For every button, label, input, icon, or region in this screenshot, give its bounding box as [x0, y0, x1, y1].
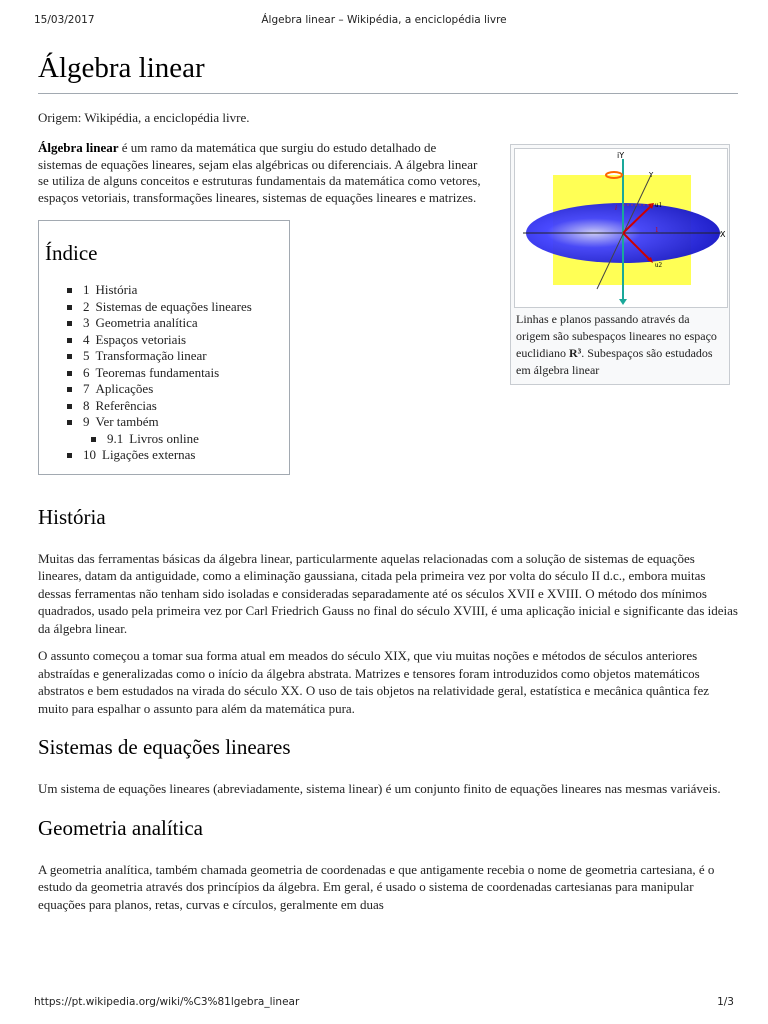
- vertical-axis-arrow: [619, 299, 627, 305]
- toc-item[interactable]: [67, 332, 289, 349]
- toc-item[interactable]: [67, 447, 289, 464]
- toc-link[interactable]: História: [95, 282, 138, 297]
- toc-link[interactable]: Transformação linear: [95, 348, 207, 363]
- historia-paragraph-1: Muitas das ferramentas básicas da álgebra linear, particularmente aquelas relacionadas com a solução de sistemas de equações lineares, datam da antiguidade, como a eliminação gaussiana, citada pela primeira vez por volta do século II d.c., embora muitas dessas ferramentas não tenham sido isoladas e consideradas separadamente até os séculos XVII e XVIII. O método dos mínimos quadrados, usado pela primeira vez por Carl Friedrich Gauss no final do século XVIII, é uma aplicação inicial e significante das ideias da álgebra linear.: [38, 550, 738, 636]
- print-document-title: Álgebra linear – Wikipédia, a enciclopédia livre: [261, 14, 507, 26]
- print-header: [34, 14, 734, 30]
- toc-number: 8: [83, 397, 90, 413]
- toc-link[interactable]: Livros online: [129, 430, 199, 446]
- toc-link[interactable]: Ver também: [95, 414, 159, 429]
- section-title-historia: História: [38, 504, 106, 529]
- toc-number: 3: [83, 315, 90, 330]
- toc-item[interactable]: [67, 299, 289, 316]
- toc-link[interactable]: Teoremas fundamentais: [95, 364, 220, 380]
- figure-thumbnail: [510, 144, 730, 385]
- toc-number: 2: [83, 298, 90, 314]
- print-footer: [34, 996, 734, 1012]
- toc-link[interactable]: Aplicações: [95, 381, 154, 396]
- toc-subitem-entry[interactable]: [91, 431, 289, 448]
- toc-number: 10: [83, 447, 96, 462]
- section-title-geometria: Geometria analítica: [38, 815, 203, 840]
- toc-number: 6: [83, 364, 90, 380]
- intro-section: [38, 140, 738, 475]
- toc-subitem[interactable]: [67, 431, 289, 448]
- label-u2: u2: [655, 261, 662, 269]
- linear-subspaces-diagram: [515, 149, 727, 307]
- print-url: https://pt.wikipedia.org/wiki/%C3%81lgebra_linear: [34, 996, 300, 1008]
- intro-bold-term: Álgebra linear: [38, 140, 119, 155]
- toc-link[interactable]: Geometria analítica: [95, 315, 198, 330]
- historia-paragraph-2: O assunto começou a tomar sua forma atual em meados do século XIX, que viu muitas noções e métodos de séculos anteriores abstraídas e generalizadas como o início da álgebra abstrata. Matrizes e tensores foram introduzidos como objetos matemáticos abstratos e bem estudados na virada do século XX. O uso de tais objetos na relatividade geral, estatística e mecânica quântica fez muito para espalhar o assunto para além da matemática pura.: [38, 648, 710, 716]
- toc-link[interactable]: Referências: [95, 397, 157, 413]
- page-title: Álgebra linear: [38, 48, 738, 94]
- caption-r3: R³: [568, 346, 582, 360]
- intro-paragraph: [38, 140, 483, 206]
- caption-text-end: . Subespaços são estudados em álgebra linear: [516, 346, 713, 377]
- print-date: 15/03/2017: [34, 14, 95, 26]
- toc-number: 4: [83, 331, 90, 347]
- toc-title: Índice: [45, 241, 98, 265]
- geometria-paragraph-1: A geometria analítica, também chamada geometria de coordenadas e que antigamente recebia o nome de geometria cartesiana, é o estudo da geometria através dos princípios da álgebra. Em geral, é usado o sistema de coordenadas cartesianas para manipular equações para planos, retas, curvas e círculos, geralmente em duas: [38, 861, 715, 912]
- vertical-axis-label: iY: [617, 151, 625, 160]
- toc-number: 9: [83, 414, 90, 429]
- toc-item[interactable]: [67, 398, 289, 415]
- sistemas-paragraph-1: Um sistema de equações lineares (abreviadamente, sistema linear) é um conjunto finito de equações lineares nas mesmas variáveis.: [38, 781, 721, 796]
- section-title-sistemas: Sistemas de equações lineares: [38, 735, 291, 759]
- toc-item[interactable]: [67, 315, 289, 332]
- toc-item[interactable]: [67, 365, 289, 382]
- depth-axis-label: Y: [649, 171, 654, 179]
- figure-caption: [514, 308, 726, 381]
- x-axis-label: X: [720, 230, 726, 239]
- toc-item[interactable]: [67, 381, 289, 398]
- toc-number: 7: [83, 381, 90, 396]
- figure-image[interactable]: [514, 148, 728, 308]
- caption-text: Linhas e planos passando através da origem são subespaços lineares no espaço euclidiano: [516, 312, 717, 360]
- origin-note: Origem: Wikipédia, a enciclopédia livre.: [38, 110, 250, 125]
- toc-item[interactable]: [67, 282, 289, 299]
- toc-link[interactable]: Sistemas de equações lineares: [95, 298, 252, 314]
- article-content: [38, 48, 738, 923]
- toc-link[interactable]: Espaços vetoriais: [95, 331, 187, 347]
- toc-number: 9.1: [107, 430, 124, 446]
- toc-list: [45, 282, 289, 464]
- toc-number: 1: [83, 282, 90, 297]
- toc-item[interactable]: [67, 348, 289, 365]
- label-one: 1: [655, 226, 659, 234]
- toc-number: 5: [83, 348, 90, 363]
- label-u1: u1: [655, 201, 662, 209]
- toc-link[interactable]: Ligações externas: [102, 447, 196, 462]
- intro-text: é um ramo da matemática que surgiu do estudo detalhado de sistemas de equações lineares, sejam elas algébricas ou diferenciais. A álgebra linear se utiliza de alguns conceitos e estruturas fundamentais da matemática como vetores, espaços vetoriais, transformações lineares, sistemas de equações lineares e matrizes.: [38, 140, 481, 205]
- toc-item[interactable]: [67, 414, 289, 431]
- table-of-contents: [38, 220, 290, 475]
- print-page-number: 1/3: [717, 996, 734, 1008]
- label-i: i: [615, 204, 617, 212]
